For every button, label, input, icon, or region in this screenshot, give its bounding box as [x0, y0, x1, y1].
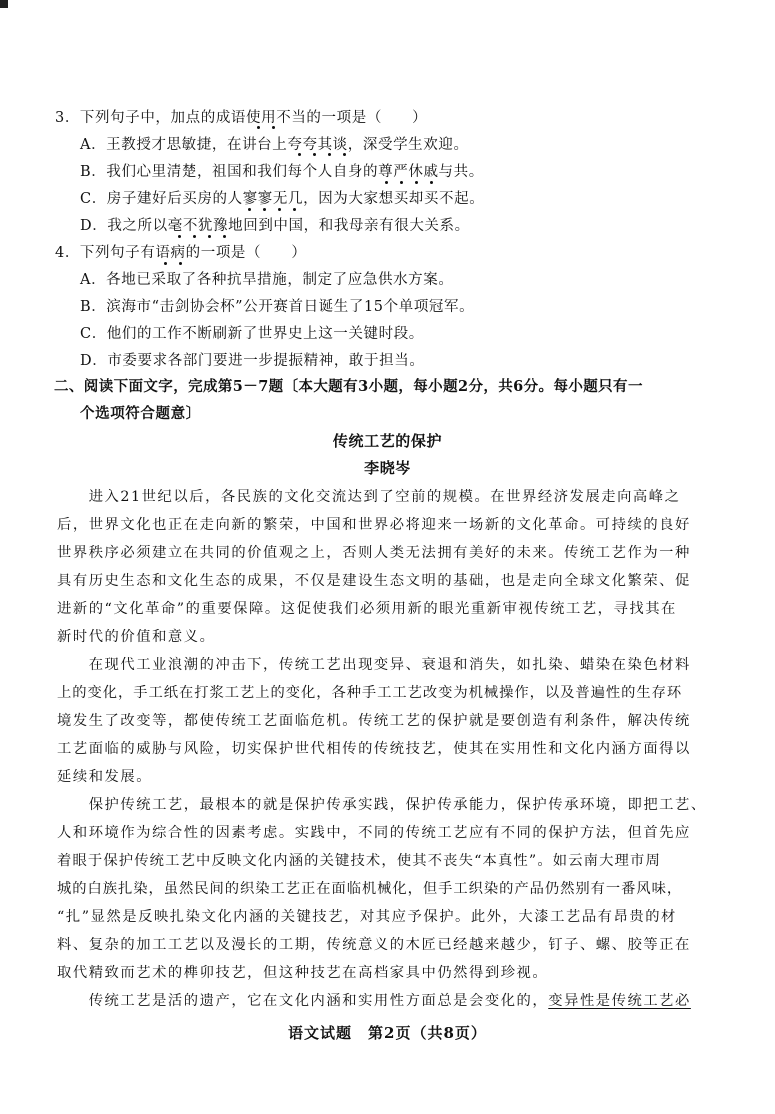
section-instruction-line-2: 个选项符合题意〕: [80, 405, 201, 422]
question-4-option-c: C．他们的工作不断刷新了世界史上这一关键时段。: [80, 326, 424, 342]
article-line: 取代精致而艺术的榫卯技艺，但这种技艺在高档家具中仍然得到珍视。: [57, 965, 549, 981]
question-3-option-d: D．我之所以毫不犹豫地回到中国，和我母亲有很大关系。: [80, 218, 470, 234]
article-line: 料、复杂的加工工艺以及漫长的工期，传统意义的木匠已经越来越少，钉子、螺、胶等正在: [57, 937, 691, 953]
article-line: 世界秩序必须建立在共同的价值观之上，否则人类无法拥有美好的未来。传统工艺作为一种: [57, 545, 691, 561]
question-4-option-d: D．市委要求各部门要进一步提振精神，敢于担当。: [80, 353, 425, 369]
article-line: 后，世界文化也正在走向新的繁荣，中国和世界必将迎来一场新的文化革命。可持续的良好: [57, 517, 691, 533]
question-3-stem: 3．下列句子中，加点的成语使用不当的一项是（ ）: [55, 110, 428, 126]
article-line: 在现代工业浪潮的冲击下，传统工艺出现变异、衰退和消失，如扎染、蜡染在染色材料: [57, 657, 691, 673]
article-title: 传统工艺的保护: [332, 432, 443, 450]
article-line: 保护传统工艺，最根本的就是保护传承实践，保护传承能力，保护传承环境，即把工艺、: [57, 797, 707, 813]
article-line: 工艺面临的威胁与风险，切实保护世代相传的传统技艺，使其在实用性和文化内涵方面得以: [57, 741, 691, 757]
question-4-option-b: B．滨海市“击剑协会杯”公开赛首日诞生了15个单项冠军。: [80, 299, 475, 315]
question-3-option-a: A．王教授才思敏捷，在讲台上夸夸其谈，深受学生欢迎。: [80, 137, 469, 153]
underlined-phrase: 变异性是传统工艺必: [548, 993, 691, 1009]
question-4-option-a: A．各地已采取了各种抗旱措施，制定了应急供水方案。: [80, 272, 454, 288]
article-last-line-text: 传统工艺是活的遗产，它在文化内涵和实用性方面总是会变化的，: [57, 993, 549, 1009]
question-3-option-c: C．房子建好后买房的人寥寥无几，因为大家想买却买不起。: [80, 191, 485, 207]
article-last-line: [57, 991, 691, 1011]
article-line: 具有历史生态和文化生态的成果，不仅是建设生态文明的基础，也是走向全球文化繁荣、促: [57, 573, 691, 589]
article-line: 着眼于保护传统工艺中反映文化内涵的关键技术，使其不丧失“本真性”。如云南大理市周: [57, 853, 661, 869]
page-footer: 语文试题 第2页（共8页）: [288, 1024, 487, 1042]
article-line: 境发生了改变等，都使传统工艺面临危机。传统工艺的保护就是要创造有利条件，解决传统: [57, 713, 691, 729]
article-line: 进新的“文化革命”的重要保障。这促使我们必须用新的眼光重新审视传统工艺，寻找其在: [57, 601, 677, 617]
article-line: 延续和发展。: [57, 769, 153, 785]
article-line: 进入21世纪以后，各民族的文化交流达到了空前的规模。在世界经济发展走向高峰之: [57, 489, 681, 505]
article-line: 城的白族扎染，虽然民间的织染工艺正在面临机械化，但手工织染的产品仍然别有一番风味，: [57, 881, 683, 897]
article-line: “扎”显然是反映扎染文化内涵的关键技艺，对其应予保护。此外，大漆工艺品有昂贵的材: [57, 909, 677, 925]
scan-mark: [0, 0, 8, 8]
article-line: 上的变化，手工纸在打浆工艺上的变化，各种手工工艺改变为机械操作，以及普遍性的生存环: [57, 685, 683, 701]
article-line: 新时代的价值和意义。: [57, 629, 216, 645]
question-3-option-b: B．我们心里清楚，祖国和我们每个人自身的尊严休戚与共。: [80, 164, 484, 180]
article-author: 李晓岑: [364, 459, 411, 477]
question-4-stem: 4．下列句子有语病的一项是（ ）: [55, 245, 307, 261]
article-line: 人和环境作为综合性的因素考虑。实践中，不同的传统工艺应有不同的保护方法，但首先应: [57, 825, 691, 841]
section-instruction-line-1: 二、阅读下面文字，完成第5－7题〔本大题有3小题，每小题2分，共6分。每小题只有一: [54, 378, 643, 395]
